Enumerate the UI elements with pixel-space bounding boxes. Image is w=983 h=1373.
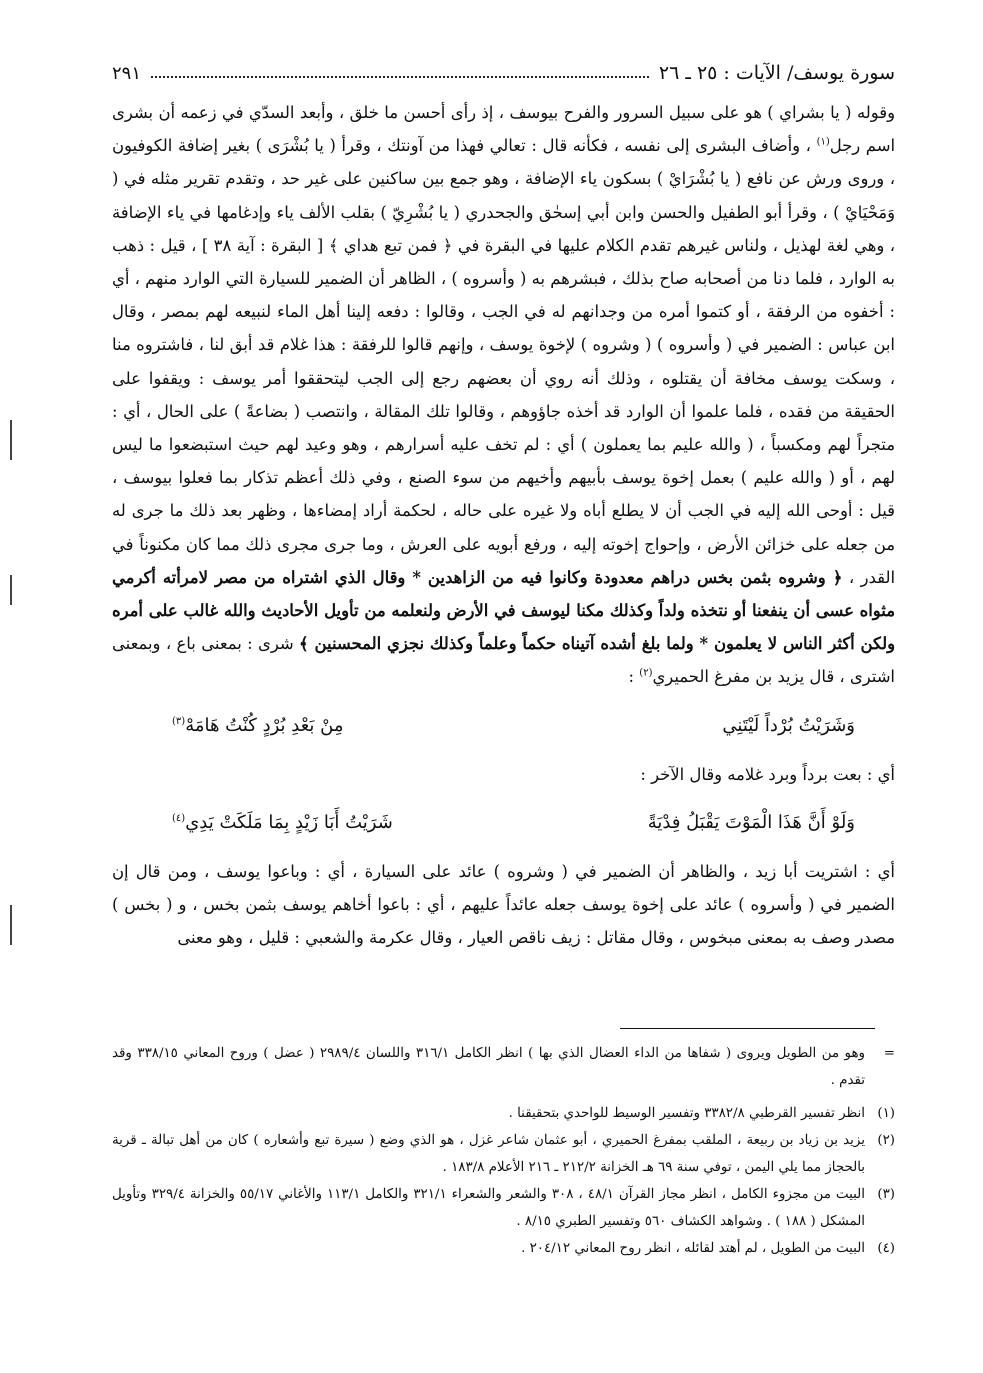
scan-margin-mark xyxy=(10,905,12,945)
scan-margin-mark xyxy=(10,420,12,460)
footnote-marker: (٣) xyxy=(877,1187,895,1202)
footnote-separator xyxy=(620,1028,875,1029)
footnotes xyxy=(112,1040,895,1262)
paragraph-verse-explanation: أي : بعت برداً وبرد غلامه وقال الآخر : xyxy=(640,764,895,784)
footnote-item xyxy=(112,1100,895,1127)
paragraph-continuation: أي : اشتريت أبا زيد ، والظاهر أن الضمير في ( وشروه ) عائد على السيارة ، أي : وباعوا يوسف ، ومن قال إن الضمير في ( وأسروه ) عائد على إخوة يوسف جعله عائداً عليهم ، أي : باعوا أخاهم يوسف بثمن بخس ، و ( بخس ) مصدر وصف به بمعنى مبخوس ، وقال مقاتل : زيف ناقص العيار ، وقال عكرمة والشعبي : قليل ، وهو معنى xyxy=(112,861,895,948)
verse-hemistich-text: مِنْ بَعْدِ بُرْدٍ كُنْتُ هَامَهْ xyxy=(185,714,344,736)
verse-hemistich-first: وَلَوْ أَنَّ هَذَا الْمَوْتَ يَقْبَلُ فِدْيَةً xyxy=(647,811,855,833)
footnote-ref-1: (١) xyxy=(816,136,830,148)
footnote-marker: (٤) xyxy=(877,1241,895,1256)
footnote-marker: = xyxy=(883,1046,895,1061)
footnote-text: البيت من الطويل ، لم أهتد لقائله ، انظر روح المعاني ٢٠٤/١٢ . xyxy=(521,1241,865,1256)
text-segment: وقوله ( يا بشراي ) هو على سبيل السرور والفرح بيوسف ، إذ رأى أحسن ما خلق ، وأبعد السدّي في زعمه أن بشرى اسم رجل xyxy=(112,103,895,156)
verse-hemistich-text: شَرَيْتُ أَبَا زَيْدٍ بِمَا مَلَكَتْ يَدِي xyxy=(185,811,393,833)
poetry-verse-1 xyxy=(172,706,855,746)
footnote-marker: (١) xyxy=(877,1106,895,1121)
footnote-item xyxy=(112,1040,895,1094)
footnote-item xyxy=(112,1235,895,1262)
verse-hemistich-first: وَشَرَيْتُ بُرْداً لَيْتَنِي xyxy=(722,714,855,736)
running-header xyxy=(112,58,895,84)
main-text xyxy=(112,96,895,954)
verse-hemistich-second xyxy=(172,803,393,843)
poetry-verse-2 xyxy=(172,803,855,843)
footnote-ref-2: (٢) xyxy=(639,667,653,679)
text-segment: : xyxy=(628,667,640,687)
text-segment: ، وأضاف البشرى إلى نفسه ، فكأنه قال : تعالي فهذا من آونتك ، وقرأ ( يا بُشْرَى ) بغير إضافة الكوفيون ، وروى ورش عن نافع ( يا بُشْرَايْ ) بسكون ياء الإضافة ، وهو جمع بين ساكنين على غير حد ، وتقدم تقرير مثله في ( وَمَحْيَايْ ) ، وقرأ أبو الطفيل والحسن وابن أبي إسحٰق والجحدري ( يا بُشْرِيّ ) بقلب الألف ياء وإدغامها في ياء الإضافة ، وهي لغة لهذيل ، ولناس غيرهم تقدم الكلام عليها في البقرة في ﴿ فمن تبع هداي ﴾ [ البقرة : آية ٣٨ ] ، قيل : ذهب به الوارد ، فلما دنا من أصحابه صاح بذلك ، فبشرهم به ( وأسروه ) ، الظاهر أن الضمير للسيارة التي الوارد منهم ، أي : أخفوه من الرفقة ، أو كتموا أمره من وجدانهم له في الجب ، وقالوا : دفعه إلينا أهل الماء لنبيعه لهم بمصر ، وقال ابن عباس : الضمير في ( وأسروه ) ( وشروه ) لإخوة يوسف ، وإنهم قالوا للرفقة : هذا غلام قد أبق لنا ، فاشتروه منا ، وسكت يوسف مخافة أن يقتلوه ، وذلك أنه روي أن بعضهم رجع إلى الجب ليتحققوا أمر يوسف : ويقفوا على الحقيقة من فقده ، فلما علموا أن الوارد قد أخذه جاؤوهم ، وقالوا تلك المقالة ، وانتصب ( بضاعةً ) على الحال ، أي : متجراً لهم ومكسباً ، ( والله عليم بما يعملون ) أي : لم تخف عليه أسرارهم ، وهو وعيد لهم حيث استبضعوا ما ليس لهم ، أو ( والله عليم ) بعمل إخوة يوسف بأبيهم وأخيهم من سوء الصنع ، وفي ذلك أعظم تذكار بما فعلوا بيوسف ، قيل : أوحى الله إليه في الجب أن لا يطلع أباه ولا غيره على حاله ، لحكمة أراد إمضاءها ، وظهر بعد ذلك ما جرى له من جعله على خزائن الأرض ، وإحواج إخوته إليه ، ورفع أبويه على العرش ، وما جرى مجرى ذلك مما كان مكنوناً في القدر ، xyxy=(112,136,895,587)
page-number: ٢٩١ xyxy=(112,63,142,84)
footnote-text: انظر تفسير القرطبي ٣٣٨٢/٨ وتفسير الوسيط للواحدي بتحقيقنا . xyxy=(508,1106,865,1121)
scan-margin-mark xyxy=(10,575,12,605)
footnote-ref-3: (٣) xyxy=(172,715,186,727)
footnote-ref-4: (٤) xyxy=(172,812,186,824)
footnote-text: وهو من الطويل ويروى ( شفاها من الداء العضال الذي بها ) انظر الكامل ٣١٦/١ واللسان ٢٩٨٩/٤ ( عضل ) وروح المعاني ٣٣٨/١٥ وقد تقدم . xyxy=(112,1046,866,1088)
paragraph-commentary xyxy=(112,96,895,694)
footnote-marker: (٢) xyxy=(877,1133,895,1148)
footnote-text: البيت من مجزوء الكامل ، انظر مجاز القرآن ٤٨/١ ، ٣٠٨ والشعر والشعراء ٣٢١/١ والكامل ١١٣/١ والأغاني ٥٥/١٧ والخزانة ٣٢٩/٤ وتأويل المشكل ( ١٨٨ ) . وشواهد الكشاف ٥٦٠ وتفسير الطبري ٨/١٥ . xyxy=(112,1187,865,1229)
quran-verse-text: ﴿ وشروه بثمن بخس دراهم معدودة وكانوا فيه من الزاهدين * وقال الذي اشتراه من مصر لامرأته أكرمي مثواه عسى أن ينفعنا أو نتخذه ولداً وكذلك مكنا ليوسف في الأرض ولنعلمه من تأويل الأحاديث والله غالب على أمره ولكن أكثر الناس لا يعلمون * ولما بلغ أشده آتيناه حكماً وعلماً وكذلك نجزي المحسنين ﴾ xyxy=(112,567,895,654)
text-segment: شرى : بمعنى باع ، وبمعنى اشترى ، قال يزيد بن مفرغ الحميري xyxy=(112,634,895,687)
footnote-item xyxy=(112,1127,895,1181)
footnote-item xyxy=(112,1181,895,1235)
verse-hemistich-second xyxy=(172,706,343,746)
footnote-text: يزيد بن زياد بن ربيعة ، الملقب بمفرغ الحميري ، أبو عثمان شاعر غزل ، هو الذي وضع ( سيرة تبع وأشعاره ) كان من أهل تبالة ـ قرية بالحجاز مما يلي اليمن ، توفي سنة ٦٩ هـ الخزانة ٢١٢/٢ ـ ٢١٦ الأعلام ١٨٣/٨ . xyxy=(112,1133,865,1175)
surah-title: سورة يوسف/ الآيات : ٢٥ ـ ٢٦ xyxy=(658,62,895,84)
header-dot-leader xyxy=(151,76,649,78)
